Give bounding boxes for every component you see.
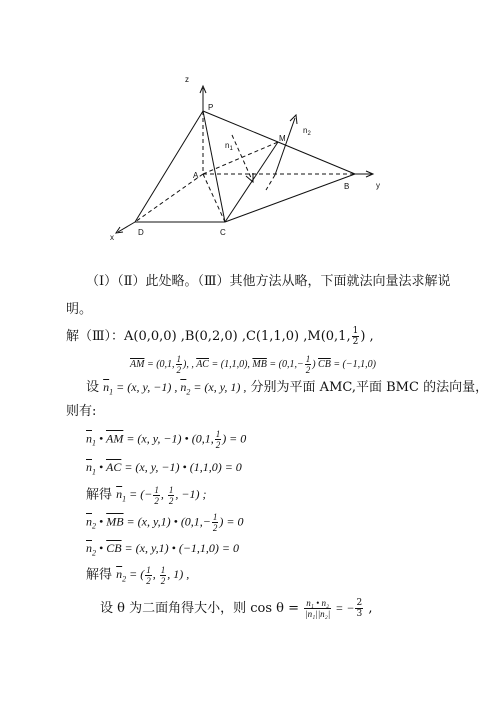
eq-n1-am: $\overline{n}_1$ • $\overline{AM} = (x$, y, −1) • (0,1, $\frac{1}{2}$ ) = 0 [86, 429, 247, 450]
label-y: y [376, 181, 380, 190]
normal-n1-dash [232, 135, 252, 180]
then-line: 则有: [66, 404, 97, 419]
fraction-half: $\frac{1}{2}$ [352, 326, 359, 347]
normals-def-line: 设 $\overline{n}_1 = (x$, y, −1) , $\overline{n}_2 = (x$, y, 1) , 分别为平面 AMC,平面 BMC 的法向量， [86, 380, 489, 397]
intro-line-2: 明。 [66, 302, 93, 317]
label-C: C [220, 228, 226, 237]
edge-PM [203, 111, 278, 142]
edge-PC [203, 111, 225, 222]
label-x: x [110, 233, 114, 242]
label-n1: $n_1$ [225, 141, 233, 152]
label-D: D [138, 228, 144, 237]
edge-CM [225, 142, 278, 222]
eq-n2-cb: $\overline{n}_2$ • $\overline{CB} = (x$, y,1) • (−1,1,0) = 0 [86, 541, 240, 558]
eq-n2-mb: $\overline{n}_2$ • $\overline{MB} = (x$, y,1) • (0,1,− $\frac{1}{2}$ ) = 0 [86, 512, 244, 533]
vectors-line: $\overline{AM} = (0,1$, $\frac{1}{2}$ ), , $\overline{AC} = (1,1,0)$, $\overline{MB} = (0,1,-$ $\frac{1}{2}$ ) $\overline{CB} = (-1,1,0)$ [130, 354, 376, 375]
label-A: A [193, 171, 199, 180]
points-line: 解（Ⅲ）：A(0,0,0) ,B(0,2,0) ,C(1,1,0) ,M(0,1, $\frac{1}{2}$ ) , [66, 326, 374, 347]
edge-CB [225, 174, 355, 222]
edge-AC [203, 174, 225, 222]
solve-n2-line: 解得 $\overline{n}_2$ = ( $\frac{1}{2}$ , $\frac{1}{2}$ , 1) , [86, 565, 190, 586]
intro-line-1: （Ⅰ）（Ⅱ）此处略。（Ⅲ）其他方法从略，下面就法向量法求解说 [86, 274, 451, 289]
label-B: B [344, 182, 350, 191]
pyramid-figure [0, 0, 500, 250]
solve-n1-line: 解得 $\overline{n}_1$ = (− $\frac{1}{2}$ , $\frac{1}{2}$ , −1) ; [86, 485, 207, 506]
x-axis [118, 222, 135, 232]
label-M: M [279, 134, 286, 143]
label-P: P [208, 103, 214, 112]
edge-PD [135, 111, 203, 222]
normal-n2-dash [266, 175, 275, 190]
cos-line: 设 θ 为二面角得大小，则 cos θ = $\frac{\text{n₁ • n₂}}{\text{|n₁||n₂|}}$ = − $\frac{2}{3}$ , [100, 598, 373, 619]
label-z: z [185, 75, 189, 84]
label-n2: $n_2$ [303, 126, 311, 137]
normal-n2-line [275, 118, 295, 175]
edge-MB [278, 142, 355, 174]
edge-AD [135, 174, 203, 222]
eq-n1-ac: $\overline{n}_1$ • $\overline{AC} = (x$, y, −1) • (1,1,0) = 0 [86, 460, 242, 477]
